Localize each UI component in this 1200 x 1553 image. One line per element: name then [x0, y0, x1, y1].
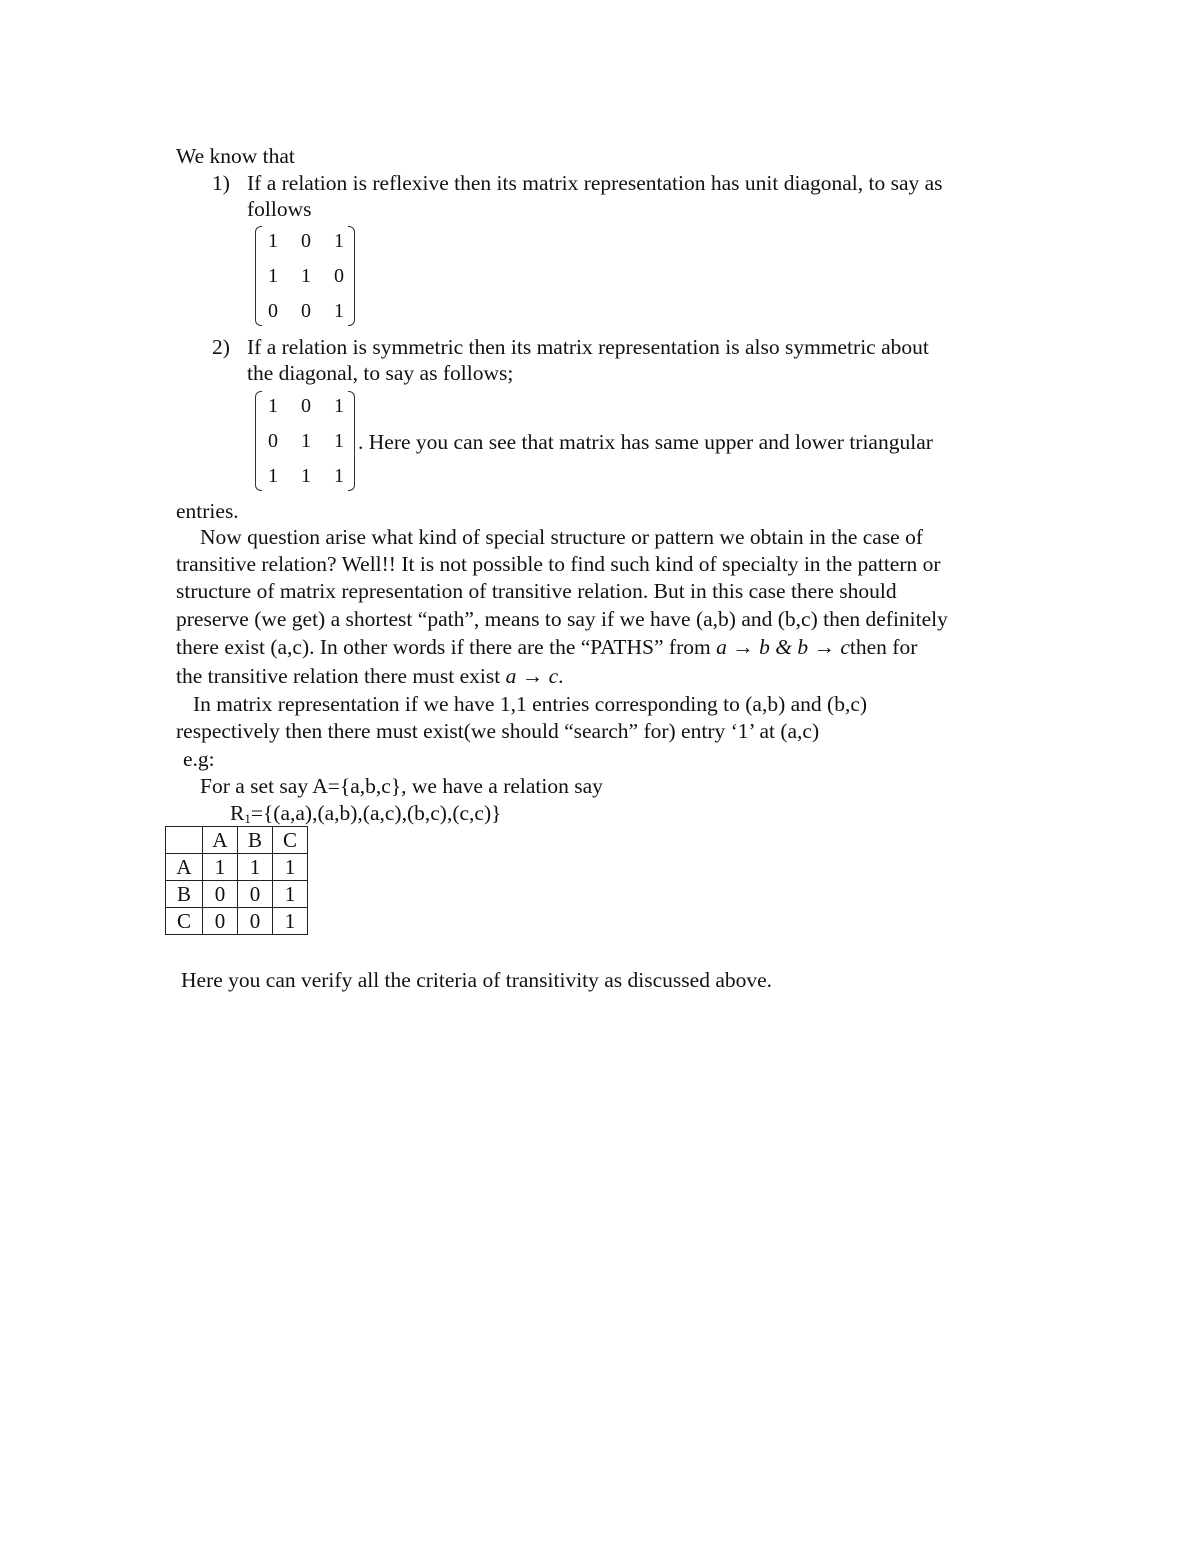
symmetric-matrix — [255, 391, 355, 491]
item-2-number: 2) — [212, 335, 230, 359]
table-cell: 1 — [273, 908, 308, 935]
item-1-line-2: follows — [247, 197, 312, 221]
matrix-cell: 1 — [334, 430, 344, 452]
set-definition: For a set say A={a,b,c}, we have a relation say — [200, 774, 603, 798]
para1-line-2: transitive relation? Well!! It is not possible to find such kind of specialty in the pattern or — [176, 552, 941, 576]
matrix-cell: 1 — [301, 465, 311, 487]
table-header-cell: A — [203, 827, 238, 854]
para1-line-6-end: . — [558, 664, 564, 688]
item-1-line-1: If a relation is reflexive then its matrix representation has unit diagonal, to say as — [247, 171, 943, 195]
matrix-cell: 0 — [301, 300, 311, 322]
reflexive-matrix — [255, 226, 355, 326]
table-cell: 1 — [273, 854, 308, 881]
para1-line-5-start: there exist (a,c). In other words if there are the “PATHS” from — [176, 635, 711, 659]
eg-label: e.g: — [183, 747, 215, 771]
table-row — [166, 854, 308, 881]
matrix-cell: 1 — [301, 265, 311, 287]
conclusion-text: Here you can verify all the criteria of transitivity as discussed above. — [181, 968, 773, 992]
table-cell: 1 — [203, 854, 238, 881]
para1-line-1: Now question arise what kind of special structure or pattern we obtain in the case of — [200, 525, 924, 549]
table-row — [166, 881, 308, 908]
entries-word: entries. — [176, 499, 239, 523]
para1-line-6-start: the transitive relation there must exist — [176, 664, 501, 688]
matrix-cell: 1 — [301, 430, 311, 452]
para1-line-6 — [176, 663, 564, 689]
matrix-cell: 1 — [268, 230, 278, 252]
matrix-cell: 1 — [268, 465, 278, 487]
item-2-line-1: If a relation is symmetric then its matrix representation is also symmetric about — [247, 335, 929, 359]
table-cell: 0 — [238, 881, 273, 908]
matrix-cell: 0 — [301, 230, 311, 252]
table-row-label: A — [166, 854, 203, 881]
table-corner-cell — [166, 827, 203, 854]
table-cell: 0 — [203, 908, 238, 935]
matrix-cell: 0 — [268, 430, 278, 452]
para1-line-5 — [176, 634, 917, 660]
table-cell: 1 — [238, 854, 273, 881]
para2-line-2: respectively then there must exist(we should “search” for) entry ‘1’ at (a,c) — [176, 719, 820, 743]
para2-line-1: In matrix representation if we have 1,1 entries corresponding to (a,b) and (b,c) — [193, 692, 868, 716]
table-row — [166, 908, 308, 935]
relation-matrix-table — [165, 826, 308, 935]
final-expression: a → c — [505, 664, 559, 688]
table-header-row — [166, 827, 308, 854]
item-1-number: 1) — [212, 171, 230, 195]
para1-line-3: structure of matrix representation of transitive relation. But in this case there should — [176, 579, 897, 603]
item-2-line-2: the diagonal, to say as follows; — [247, 361, 514, 385]
matrix-cell: 1 — [268, 395, 278, 417]
matrix-cell: 1 — [334, 465, 344, 487]
matrix-cell: 1 — [334, 300, 344, 322]
table-cell: 0 — [238, 908, 273, 935]
matrix-cell: 0 — [301, 395, 311, 417]
matrix-cell: 1 — [334, 230, 344, 252]
table-cell: 0 — [203, 881, 238, 908]
relation-name: R — [230, 801, 245, 825]
matrix-cell: 0 — [268, 300, 278, 322]
triangular-note: . Here you can see that matrix has same upper and lower triangular — [358, 430, 933, 454]
table-header-cell: C — [273, 827, 308, 854]
para1-line-5-end: then for — [849, 635, 918, 659]
table-cell: 1 — [273, 881, 308, 908]
table-row-label: B — [166, 881, 203, 908]
table-header-cell: B — [238, 827, 273, 854]
relation-subscript: 1 — [244, 811, 251, 826]
relation-pairs: ={(a,a),(a,b),(a,c),(b,c),(c,c)} — [250, 801, 502, 825]
matrix-cell: 1 — [268, 265, 278, 287]
intro-text: We know that — [176, 144, 295, 168]
path-expression: a → b & b → c — [716, 635, 850, 659]
para1-line-4: preserve (we get) a shortest “path”, means to say if we have (a,b) and (b,c) then definitely — [176, 607, 948, 631]
matrix-cell: 0 — [334, 265, 344, 287]
table-row-label: C — [166, 908, 203, 935]
matrix-cell: 1 — [334, 395, 344, 417]
